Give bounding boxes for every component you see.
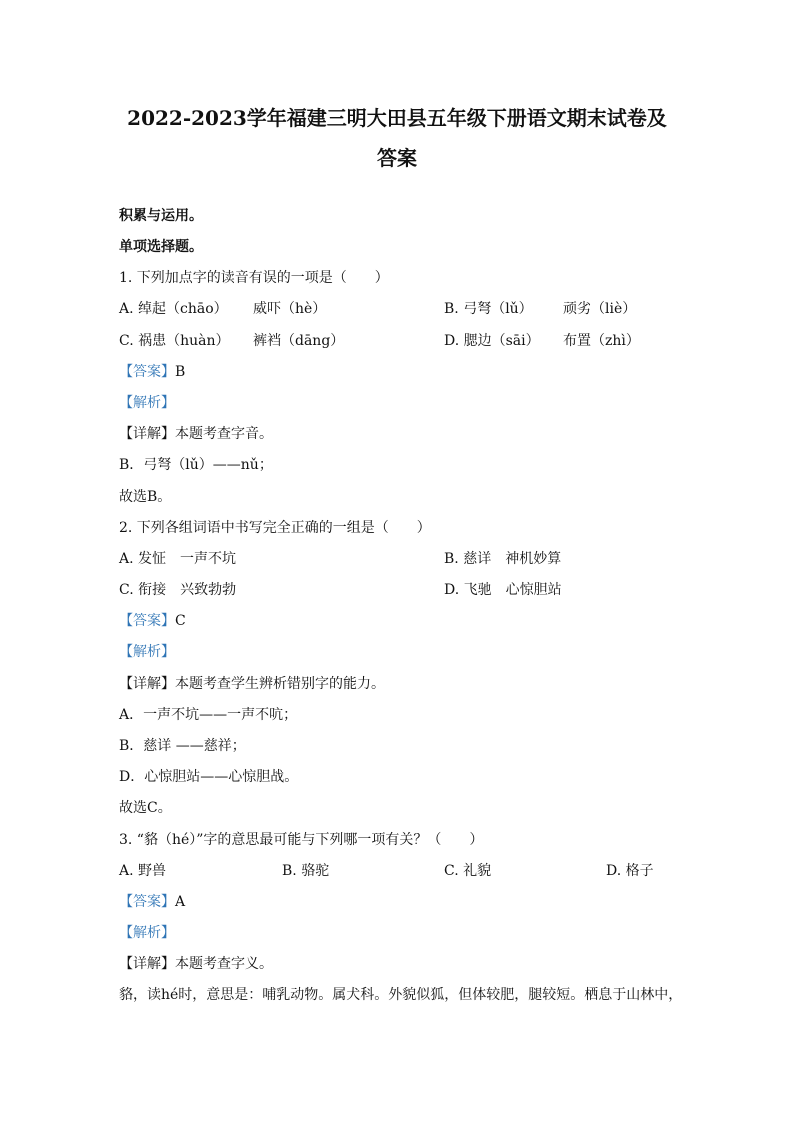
document-title-line1: 2022-2023学年福建三明大田县五年级下册语文期末试卷及	[127, 106, 667, 130]
q1-option-a-2: 威吓（hè）	[253, 301, 327, 317]
q1-stem: 1. 下列加点字的读音有误的一项是（ ）	[119, 270, 389, 286]
q3-answer	[119, 893, 185, 911]
q3-detail-text: 本题考查字义。	[175, 956, 273, 972]
q2-stem: 2. 下列各组词语中书写完全正确的一组是（ ）	[119, 520, 431, 536]
q1-option-d-1: D. 腮边（sāi）	[444, 333, 540, 349]
q1-option-b-1: B. 弓弩（lǔ）	[444, 301, 533, 317]
q2-option-c: C. 衔接 兴致勃勃	[119, 582, 237, 598]
q3-stem: 3. “貉（hé）”字的意思最可能与下列哪一项有关？（ ）	[119, 832, 484, 848]
q1-analysis-tag: 【解析】	[119, 395, 175, 411]
q1-detail-tag: 【详解】	[119, 426, 175, 442]
q1-detail	[119, 425, 273, 443]
document-title-line2: 答案	[377, 146, 417, 170]
q2-analysis-tag: 【解析】	[119, 644, 175, 660]
q1-answer-value: B	[175, 364, 186, 380]
q2-answer	[119, 612, 186, 630]
q3-option-c: C. 礼貌	[444, 863, 492, 879]
q3-option-a: A. 野兽	[119, 863, 167, 879]
q2-detail-text: 本题考查学生辨析错别字的能力。	[175, 676, 385, 692]
q2-option-b: B. 慈详 神机妙算	[444, 551, 562, 567]
q3-answer-tag: 【答案】	[119, 894, 175, 910]
q1-answer	[119, 363, 185, 381]
q1-detail-line: B．弓弩（lǔ）——nǔ；	[119, 457, 273, 473]
q3-analysis-tag: 【解析】	[119, 925, 175, 941]
q2-answer-value: C	[175, 613, 186, 629]
q1-option-a-1: A. 绰起（chāo）	[119, 301, 228, 317]
q1-conclusion: 故选B。	[119, 489, 172, 505]
q3-detail-tag: 【详解】	[119, 956, 175, 972]
q2-option-d: D. 飞驰 心惊胆站	[444, 582, 562, 598]
q3-option-d: D. 格子	[606, 863, 654, 879]
q2-detail-line-3: D．心惊胆站——心惊胆战。	[119, 769, 299, 785]
q3-detail	[119, 955, 273, 973]
q1-answer-tag: 【答案】	[119, 364, 175, 380]
q3-option-b: B. 骆驼	[282, 863, 330, 879]
q2-answer-tag: 【答案】	[119, 613, 175, 629]
q1-option-b-2: 顽劣（liè）	[563, 301, 637, 317]
q3-answer-value: A	[175, 894, 186, 910]
q3-detail-line: 貉，读hé时，意思是：哺乳动物。属犬科。外貌似狐，但体较肥，腿较短。栖息于山林中，	[119, 987, 683, 1003]
q2-detail-line-1: A．一声不坑——一声不吭；	[119, 707, 298, 723]
q1-detail-text: 本题考查字音。	[175, 426, 273, 442]
q2-conclusion: 故选C。	[119, 800, 172, 816]
section-heading: 积累与运用。	[119, 208, 203, 224]
subsection-heading: 单项选择题。	[119, 239, 203, 255]
q1-option-c-2: 裤裆（dāng）	[253, 333, 345, 349]
q2-detail	[119, 675, 385, 693]
q1-option-c-1: C. 祸患（huàn）	[119, 333, 230, 349]
q2-option-a: A. 发怔 一声不坑	[119, 551, 237, 567]
q2-detail-tag: 【详解】	[119, 676, 175, 692]
q1-option-d-2: 布置（zhì）	[563, 333, 640, 349]
q2-detail-line-2: B．慈详 ——慈祥；	[119, 738, 246, 754]
